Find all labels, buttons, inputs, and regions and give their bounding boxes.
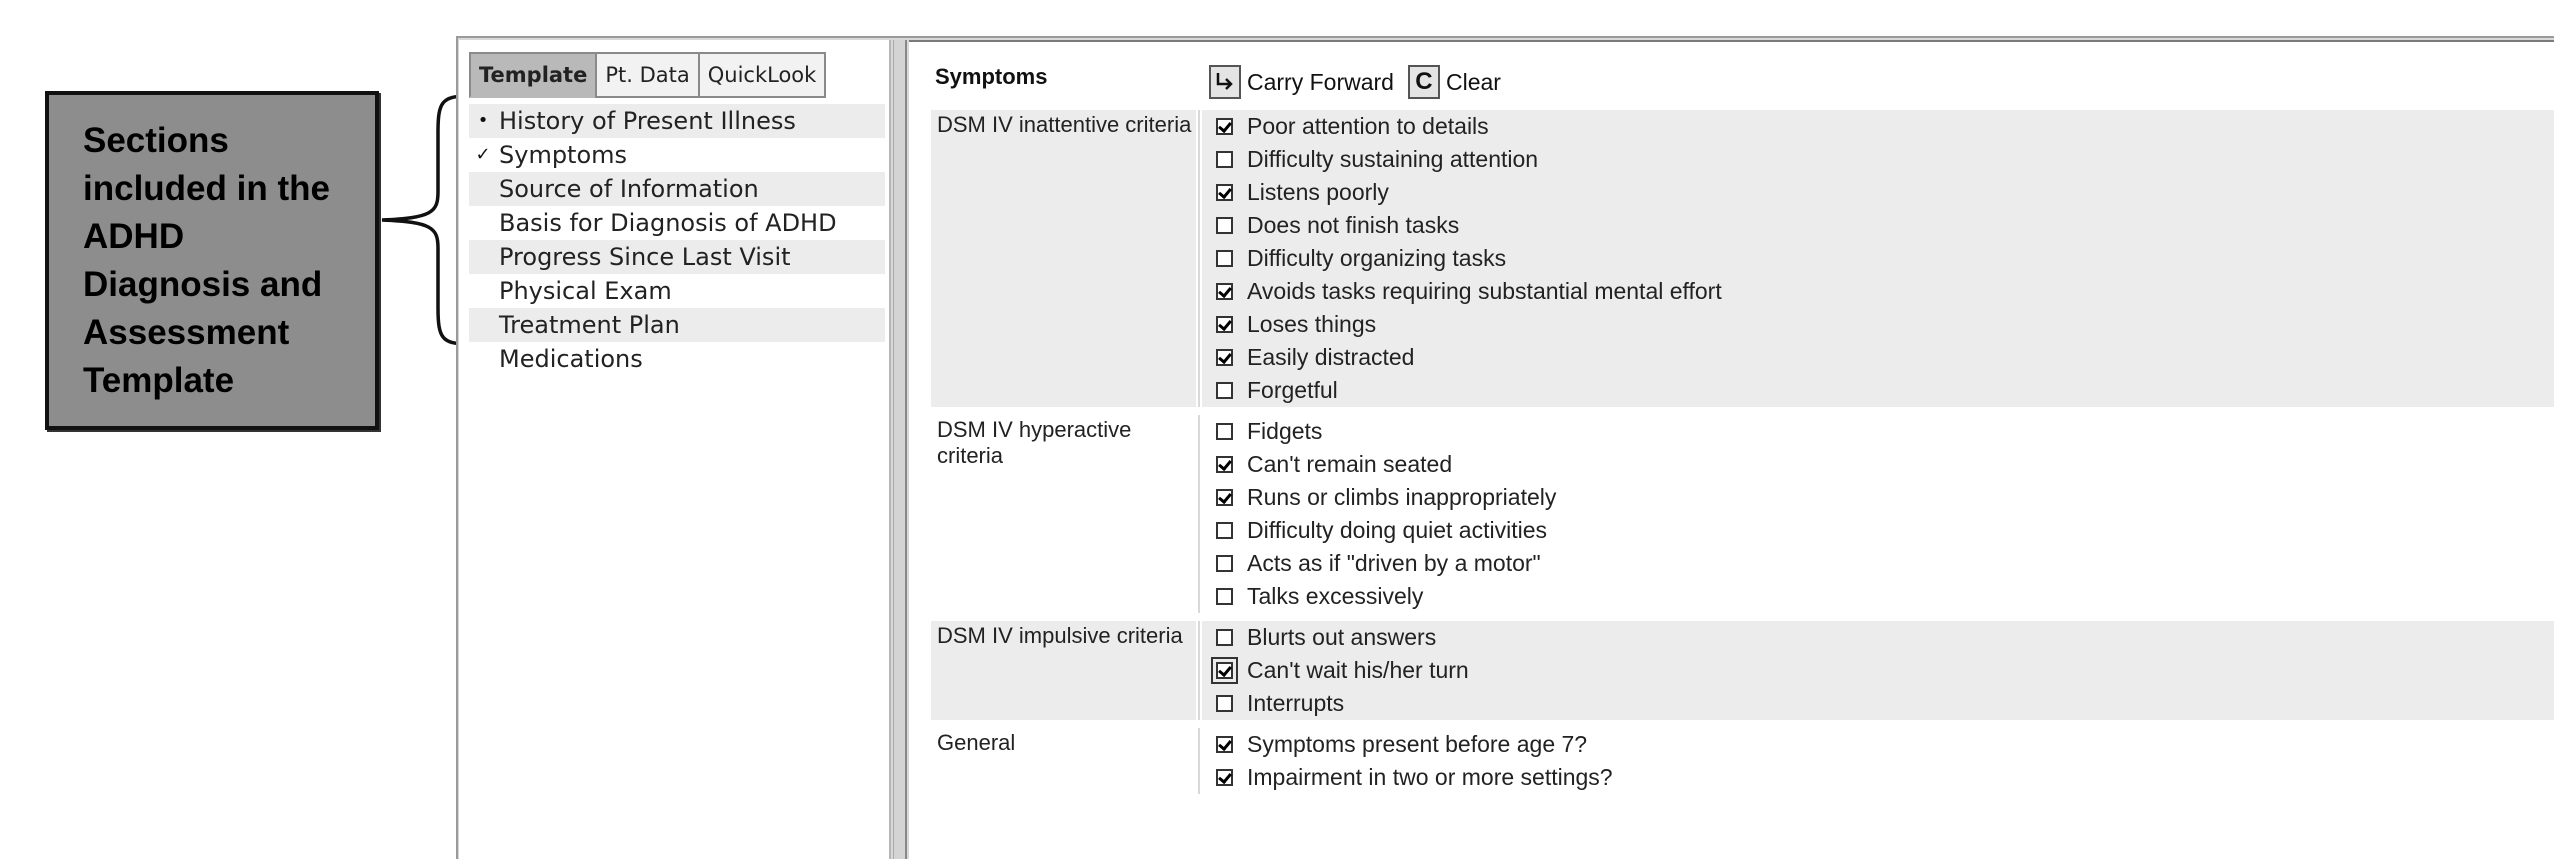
symptom-item[interactable] (1216, 415, 2554, 448)
symptom-label: Difficulty doing quiet activities (1247, 517, 1547, 543)
symptom-label: Talks excessively (1247, 583, 1424, 609)
checkbox-list (1202, 728, 2554, 794)
symptom-checkbox[interactable] (1216, 588, 1233, 605)
nav-item-symptoms[interactable] (469, 138, 885, 172)
symptom-label: Avoids tasks requiring substantial mental effort (1247, 278, 1722, 304)
tab-quicklook[interactable]: QuickLook (698, 52, 827, 98)
nav-item-label: Treatment Plan (499, 311, 680, 339)
symptom-checkbox[interactable] (1216, 555, 1233, 572)
group-label: DSM IV inattentive criteria (937, 112, 1192, 137)
checkbox-list (1202, 415, 2554, 613)
nav-item-medications[interactable] (469, 342, 885, 376)
symptom-item[interactable] (1216, 654, 2554, 687)
symptom-item[interactable] (1216, 341, 2554, 374)
symptom-label: Can't remain seated (1247, 451, 1453, 477)
symptom-label: Acts as if "driven by a motor" (1247, 550, 1541, 576)
symptom-checkbox[interactable] (1216, 217, 1233, 234)
symptom-item[interactable] (1216, 209, 2554, 242)
symptom-checkbox[interactable] (1216, 283, 1233, 300)
clear-icon: C (1408, 65, 1440, 99)
symptom-item[interactable] (1216, 143, 2554, 176)
symptom-checkbox[interactable] (1216, 489, 1233, 506)
symptom-checkbox[interactable] (1216, 736, 1233, 753)
content-toolbar (1209, 64, 1515, 100)
section-title: Symptoms (935, 64, 1048, 89)
clear-label: Clear (1445, 68, 1501, 95)
clear-button[interactable] (1408, 65, 1501, 99)
group-label: DSM IV hyperactive criteria (937, 417, 1132, 468)
nav-item-source-of-information[interactable] (469, 172, 885, 206)
nav-item-label: Basis for Diagnosis of ADHD (499, 209, 837, 237)
checkbox-list (1202, 621, 2554, 720)
tab-template[interactable]: Template (469, 52, 597, 98)
nav-item-label: Source of Information (499, 175, 759, 203)
criteria-groups (931, 110, 2554, 802)
symptom-item[interactable] (1216, 308, 2554, 341)
tab-pt-data[interactable]: Pt. Data (595, 52, 699, 98)
symptom-item[interactable] (1216, 110, 2554, 143)
symptom-item[interactable] (1216, 687, 2554, 720)
nav-item-treatment-plan[interactable] (469, 308, 885, 342)
criteria-group-dsm-iv-inattentive-criteria (931, 110, 2554, 407)
symptom-item[interactable] (1216, 374, 2554, 407)
pane-splitter[interactable] (893, 40, 907, 859)
checkmark-icon: ✓ (475, 144, 491, 165)
symptom-label: Poor attention to details (1247, 113, 1489, 139)
symptom-checkbox[interactable] (1216, 151, 1233, 168)
nav-item-basis-for-diagnosis[interactable] (469, 206, 885, 240)
carry-forward-label: Carry Forward (1247, 68, 1394, 95)
symptom-label: Loses things (1247, 311, 1377, 337)
criteria-group-general (931, 728, 2554, 794)
symptom-label: Runs or climbs inappropriately (1247, 484, 1557, 510)
symptom-label: Impairment in two or more settings? (1247, 764, 1613, 790)
symptom-label: Symptoms present before age 7? (1247, 731, 1588, 757)
symptom-label: Interrupts (1247, 690, 1345, 716)
symptom-checkbox[interactable] (1216, 769, 1233, 786)
symptom-item[interactable] (1216, 728, 2554, 761)
symptom-checkbox[interactable] (1216, 250, 1233, 267)
symptom-item[interactable] (1216, 547, 2554, 580)
nav-item-label: Physical Exam (499, 277, 672, 305)
nav-item-label: Symptoms (499, 141, 628, 169)
bullet-icon: • (477, 110, 489, 131)
symptom-checkbox[interactable] (1216, 382, 1233, 399)
symptom-checkbox[interactable] (1216, 316, 1233, 333)
symptom-checkbox[interactable] (1216, 423, 1233, 440)
symptom-label: Listens poorly (1247, 179, 1389, 205)
symptom-checkbox[interactable] (1216, 695, 1233, 712)
symptom-item[interactable] (1216, 448, 2554, 481)
section-list (469, 104, 885, 376)
symptom-checkbox[interactable] (1216, 662, 1233, 679)
group-label: General (937, 730, 1016, 755)
symptom-label: Difficulty organizing tasks (1247, 245, 1507, 271)
symptoms-content-pane (909, 40, 2554, 859)
symptom-item[interactable] (1216, 761, 2554, 794)
symptom-checkbox[interactable] (1216, 349, 1233, 366)
symptom-label: Fidgets (1247, 418, 1323, 444)
template-nav-pane (459, 40, 891, 859)
symptom-label: Forgetful (1247, 377, 1338, 403)
symptom-item[interactable] (1216, 621, 2554, 654)
annotation-text: Sections included in the ADHD Diagnosis and Assessment Template (83, 121, 330, 400)
symptom-item[interactable] (1216, 242, 2554, 275)
criteria-group-dsm-iv-hyperactive-criteria (931, 415, 2554, 613)
nav-item-label: Progress Since Last Visit (499, 243, 791, 271)
symptom-label: Easily distracted (1247, 344, 1415, 370)
symptom-checkbox[interactable] (1216, 118, 1233, 135)
symptom-item[interactable] (1216, 176, 2554, 209)
symptom-item[interactable] (1216, 514, 2554, 547)
nav-item-label: History of Present Illness (499, 107, 796, 135)
group-label: DSM IV impulsive criteria (937, 623, 1183, 648)
tab-bar (469, 52, 824, 98)
criteria-group-dsm-iv-impulsive-criteria (931, 621, 2554, 720)
symptom-item[interactable] (1216, 580, 2554, 613)
annotation-callout (45, 91, 379, 430)
symptom-checkbox[interactable] (1216, 629, 1233, 646)
checkbox-list (1202, 110, 2554, 407)
nav-item-physical-exam[interactable] (469, 274, 885, 308)
symptom-label: Difficulty sustaining attention (1247, 146, 1539, 172)
symptom-label: Does not finish tasks (1247, 212, 1460, 238)
nav-item-progress-since-last-visit[interactable] (469, 240, 885, 274)
nav-item-label: Medications (499, 345, 643, 373)
carry-forward-button[interactable] (1209, 65, 1394, 99)
symptom-label: Can't wait his/her turn (1247, 657, 1469, 683)
nav-item-history-of-present-illness[interactable] (469, 104, 885, 138)
symptom-checkbox[interactable] (1216, 522, 1233, 539)
symptom-checkbox[interactable] (1216, 184, 1233, 201)
symptom-label: Blurts out answers (1247, 624, 1437, 650)
symptom-checkbox[interactable] (1216, 456, 1233, 473)
carry-forward-icon (1209, 65, 1241, 99)
symptom-item[interactable] (1216, 481, 2554, 514)
symptom-item[interactable] (1216, 275, 2554, 308)
